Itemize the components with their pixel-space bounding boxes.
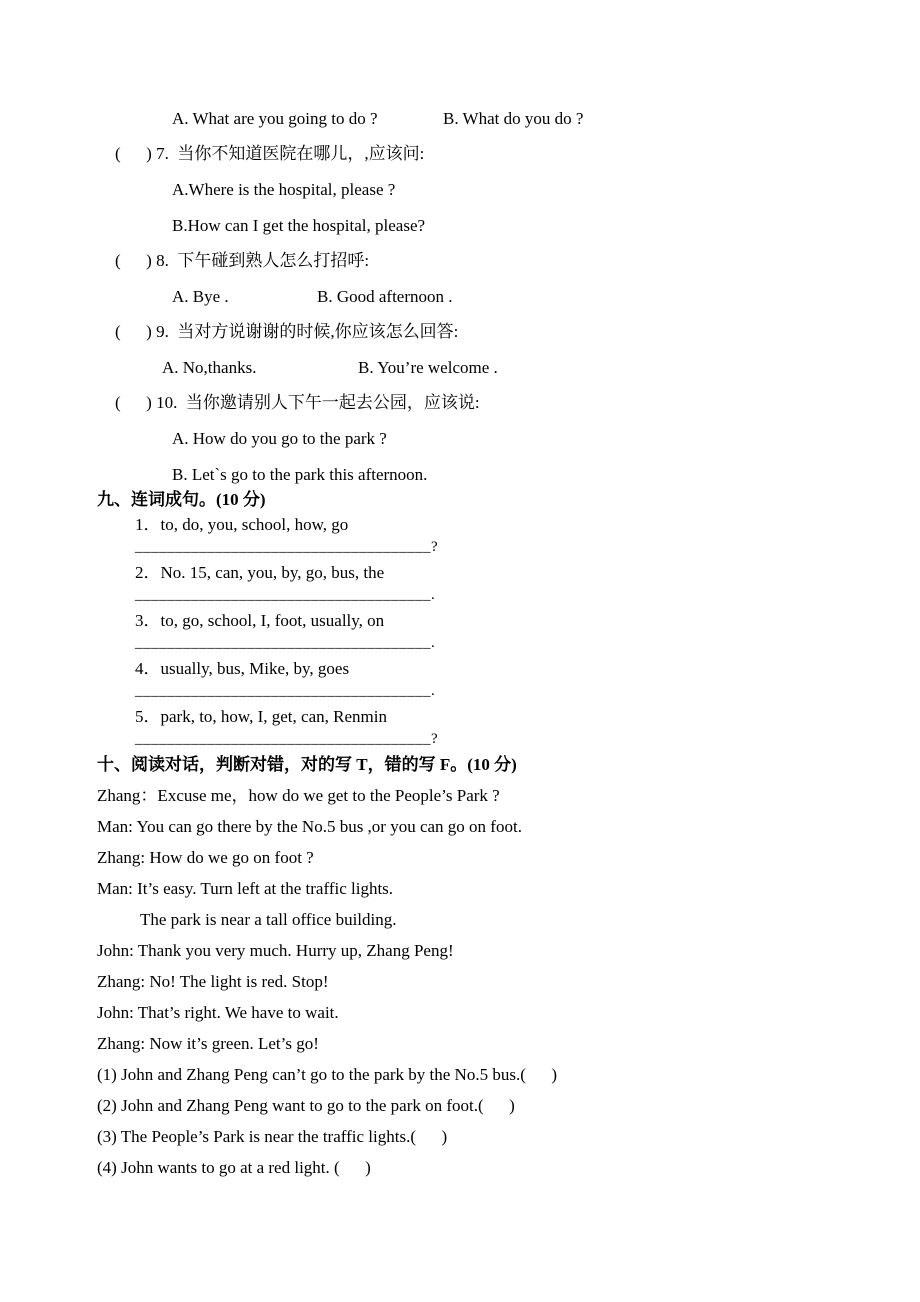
q10-option-a: A. How do you go to the park ? <box>172 429 387 448</box>
dialogue-line: Zhang：Excuse me，how do we get to the People’s Park ? <box>97 786 500 805</box>
true-false-statement[interactable]: (1) John and Zhang Peng can’t go to the park by the No.5 bus.( ) <box>97 1065 558 1084</box>
q7-stem: ( ) 7. 当你不知道医院在哪儿，,应该问: <box>115 144 425 163</box>
answer-blank[interactable]: _____________________________________. <box>135 635 436 651</box>
true-false-statement[interactable]: (3) The People’s Park is near the traffic lights.( ) <box>97 1127 448 1146</box>
dialogue-line: Zhang: How do we go on foot ? <box>97 848 314 867</box>
sentence-words: 5．park, to, how, I, get, can, Renmin <box>135 707 387 726</box>
true-false-statement[interactable]: (4) John wants to go at a red light. ( ) <box>97 1158 371 1177</box>
dialogue-line: Man: You can go there by the No.5 bus ,or you can go on foot. <box>97 817 522 836</box>
answer-blank[interactable]: _____________________________________. <box>135 587 436 603</box>
q10-stem: ( ) 10. 当你邀请别人下午一起去公园，应该说: <box>115 393 480 412</box>
section10-title: 十、阅读对话，判断对错，对的写 T，错的写 F。(10 分) <box>97 755 517 774</box>
answer-blank[interactable]: _____________________________________? <box>135 539 439 555</box>
true-false-statement[interactable]: (2) John and Zhang Peng want to go to the park on foot.( ) <box>97 1096 515 1115</box>
q8-option-a: A. Bye . <box>172 287 229 306</box>
q8-stem: ( ) 8. 下午碰到熟人怎么打招呼: <box>115 251 370 270</box>
answer-blank[interactable]: _____________________________________. <box>135 683 436 699</box>
dialogue-line: Zhang: Now it’s green. Let’s go! <box>97 1034 319 1053</box>
sentence-words: 2．No. 15, can, you, by, go, bus, the <box>135 563 385 582</box>
sentence-words: 1．to, do, you, school, how, go <box>135 515 349 534</box>
q9-option-b: B. You’re welcome . <box>358 358 498 377</box>
q7-option-b: B.How can I get the hospital, please? <box>172 216 426 235</box>
dialogue-line: The park is near a tall office building. <box>140 910 397 929</box>
q6-option-a: A. What are you going to do ? <box>172 109 378 128</box>
answer-blank[interactable]: _____________________________________? <box>135 731 439 747</box>
sentence-words: 4．usually, bus, Mike, by, goes <box>135 659 350 678</box>
q6-option-b: B. What do you do ? <box>443 109 584 128</box>
q8-option-b: B. Good afternoon . <box>317 287 453 306</box>
q9-stem: ( ) 9. 当对方说谢谢的时候,你应该怎么回答: <box>115 322 459 341</box>
sentence-words: 3．to, go, school, I, foot, usually, on <box>135 611 385 630</box>
dialogue-line: John: Thank you very much. Hurry up, Zhang Peng! <box>97 941 454 960</box>
q7-option-a: A.Where is the hospital, please ? <box>172 180 396 199</box>
dialogue-line: Man: It’s easy. Turn left at the traffic lights. <box>97 879 394 898</box>
dialogue-line: Zhang: No! The light is red. Stop! <box>97 972 329 991</box>
q10-option-b: B. Let`s go to the park this afternoon. <box>172 465 428 484</box>
section9-title: 九、连词成句。(10 分) <box>97 490 266 509</box>
dialogue-line: John: That’s right. We have to wait. <box>97 1003 339 1022</box>
q9-option-a: A. No,thanks. <box>162 358 257 377</box>
